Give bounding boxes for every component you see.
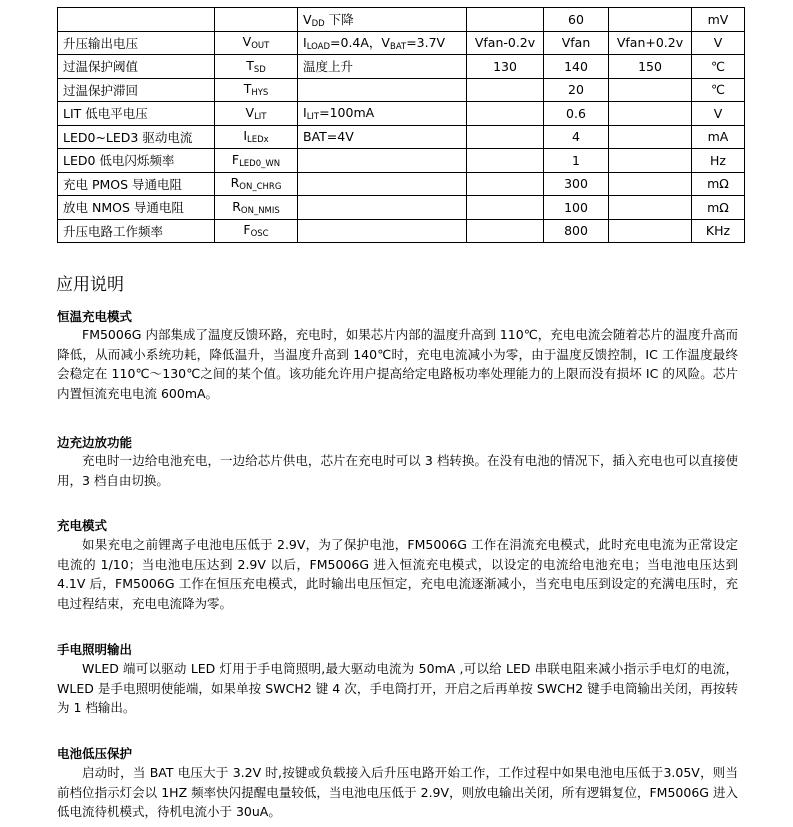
section-heading: 恒温充电模式 [57,309,133,324]
max-cell [609,125,692,149]
symbol-main: T [243,81,252,97]
symbol-sub: OSC [250,229,269,240]
condition-text: V [303,11,312,27]
symbol-sub: OUT [251,41,270,52]
condition-sub: LIT [306,111,320,122]
symbol-sub: ON_CHRG [239,182,282,193]
symbol-cell [215,219,298,243]
table-row [58,8,745,32]
condition-cell [298,196,467,220]
typ-cell: 100 [544,196,609,220]
table-row [58,172,745,196]
typ-cell: 60 [544,8,609,32]
condition-cell [298,219,467,243]
section-heading: 电池低压保护 [57,746,133,761]
section-heading: 边充边放功能 [57,435,133,450]
max-cell: Vfan+0.2v [609,31,692,55]
min-cell [467,102,544,126]
unit-cell: mΩ [692,172,745,196]
symbol-sub: SD [253,64,266,75]
symbol-main: R [230,175,240,191]
table-row [58,55,745,79]
section-heading: 手电照明输出 [57,642,133,657]
min-cell: Vfan-0.2v [467,31,544,55]
section-body: WLED 端可以驱动 LED 灯用于手电筒照明,最大驱动电流为 50mA ,可以给 LED 串联电阻来减小指示手电灯的电流，WLED 是手电照明使能端，如果单按 SWCH2 键 4 次，手电筒打开，开启之后再单按 SWCH2 键手电筒输出关闭，再按转为 1 档输出。 [57,661,738,716]
symbol-cell [215,196,298,220]
section-title: 应用说明 [56,275,124,295]
typ-cell: Vfan [544,31,609,55]
min-cell [467,125,544,149]
symbol-cell [215,172,298,196]
min-cell [467,78,544,102]
symbol-sub: LIT [254,111,267,122]
condition-sub: BAT [390,42,407,53]
typ-cell: 1 [544,149,609,173]
typ-cell: 800 [544,219,609,243]
param-cell [58,8,215,32]
symbol-cell [215,125,298,149]
section-body: FM5006G 内部集成了温度反馈环路，充电时，如果芯片内部的温度升高到 110℃，充电电流会随着芯片的温度升高而降低，从而减小系统功耗，降低温升，当温度升高到 140℃时，充电电流减小为零，由于温度反馈控制，IC 工作温度最终会稳定在 110℃～130℃之间的某个值。该功能允许用户提高给定电路板功率处理能力的上限而没有损坏 IC 的风险。芯片内置恒流充电电流 600mA。 [57,327,738,401]
unit-cell: V [692,102,745,126]
max-cell [609,78,692,102]
typ-cell: 0.6 [544,102,609,126]
symbol-main: F [231,151,240,167]
param-cell: 升压输出电压 [58,31,215,55]
condition-cell [298,172,467,196]
symbol-main: R [232,198,241,214]
unit-cell: KHz [692,219,745,243]
section-heading: 充电模式 [57,518,108,533]
unit-cell: Hz [692,149,745,173]
condition-cell [298,149,467,173]
condition-text: =0.4A，V [330,35,390,51]
unit-cell: ℃ [692,78,745,102]
typ-cell: 300 [544,172,609,196]
param-cell: 过温保护阈值 [58,55,215,79]
section-body: 如果充电之前锂离子电池电压低于 2.9V，为了保护电池，FM5006G 工作在涓流充电模式，此时充电电流为正常设定电流的 1/10；当电池电压达到 2.9V 以后，FM5006G 进入恒流充电模式，以设定的电流给电池充电；当电池电压达到 4.1V 后，FM5006G 工作在恒压充电模式，此时输出电压恒定，充电电流逐渐减小，当充电电压到设定的充满电压时，充电过程结束，充电电流降为零。 [57,537,738,611]
table-row [58,31,745,55]
condition-cell [298,55,467,79]
min-cell [467,149,544,173]
symbol-main: T [246,57,254,73]
condition-text: 温度上升 [303,59,354,75]
symbol-main: F [243,222,251,238]
param-cell: LED0 低电闪烁频率 [58,149,215,173]
param-cell: LED0~LED3 驱动电流 [58,125,215,149]
symbol-cell [215,55,298,79]
condition-text: BAT=4V [303,129,354,145]
condition-sub: DD [311,18,325,29]
condition-text: I [303,104,307,120]
condition-text: 下降 [324,11,354,27]
symbol-cell [215,8,298,32]
unit-cell: ℃ [692,55,745,79]
min-cell [467,196,544,220]
max-cell [609,196,692,220]
condition-text: =3.7V [406,35,446,51]
typ-cell: 20 [544,78,609,102]
typ-cell: 4 [544,125,609,149]
max-cell [609,149,692,173]
condition-cell [298,31,467,55]
unit-cell: mΩ [692,196,745,220]
table-row [58,149,745,173]
condition-sub: LOAD [306,42,331,53]
symbol-cell [215,78,298,102]
unit-cell: mA [692,125,745,149]
symbol-cell [215,102,298,126]
param-cell: 升压电路工作频率 [58,219,215,243]
symbol-cell [215,149,298,173]
symbol-sub: ON_NMIS [240,205,280,216]
min-cell [467,8,544,32]
unit-cell: V [692,31,745,55]
table-row [58,219,745,243]
spec-table [57,7,745,243]
table-row [58,102,745,126]
typ-cell: 140 [544,55,609,79]
table-row [58,196,745,220]
unit-cell: mV [692,8,745,32]
condition-cell [298,78,467,102]
section-body: 启动时，当 BAT 电压大于 3.2V 时,按键或负载接入后升压电路开始工作，工作过程中如果电池电压低于3.05V，则当前档位指示灯会以 1HZ 频率快闪提醒电量较低，当电池电压低于 2.9V，则放电输出关闭，所有逻辑复位，FM5006G 进入低电流待机模式，待机电流小于 30uA。 [57,765,738,820]
symbol-sub: LED0_WN [239,158,281,169]
max-cell [609,172,692,196]
condition-cell [298,125,467,149]
max-cell [609,102,692,126]
condition-text: =100mA [319,104,375,120]
condition-text: I [303,35,307,51]
min-cell [467,219,544,243]
param-cell: 充电 PMOS 导通电阻 [58,172,215,196]
symbol-sub: LEDx [247,135,269,146]
symbol-cell [215,31,298,55]
min-cell: 130 [467,55,544,79]
symbol-main: V [242,34,252,50]
max-cell: 150 [609,55,692,79]
table-row [58,78,745,102]
symbol-main: V [245,104,255,120]
condition-cell [298,102,467,126]
max-cell [609,8,692,32]
symbol-main: I [243,128,247,144]
section-body: 充电时一边给电池充电，一边给芯片供电，芯片在充电时可以 3 档转换。在没有电池的情况下，插入充电也可以直接使用，3 档自由切换。 [57,453,738,488]
table-row [58,125,745,149]
param-cell: LIT 低电平电压 [58,102,215,126]
param-cell: 放电 NMOS 导通电阻 [58,196,215,220]
symbol-sub: HYS [251,88,269,99]
param-cell: 过温保护滞回 [58,78,215,102]
max-cell [609,219,692,243]
condition-cell [298,8,467,32]
min-cell [467,172,544,196]
